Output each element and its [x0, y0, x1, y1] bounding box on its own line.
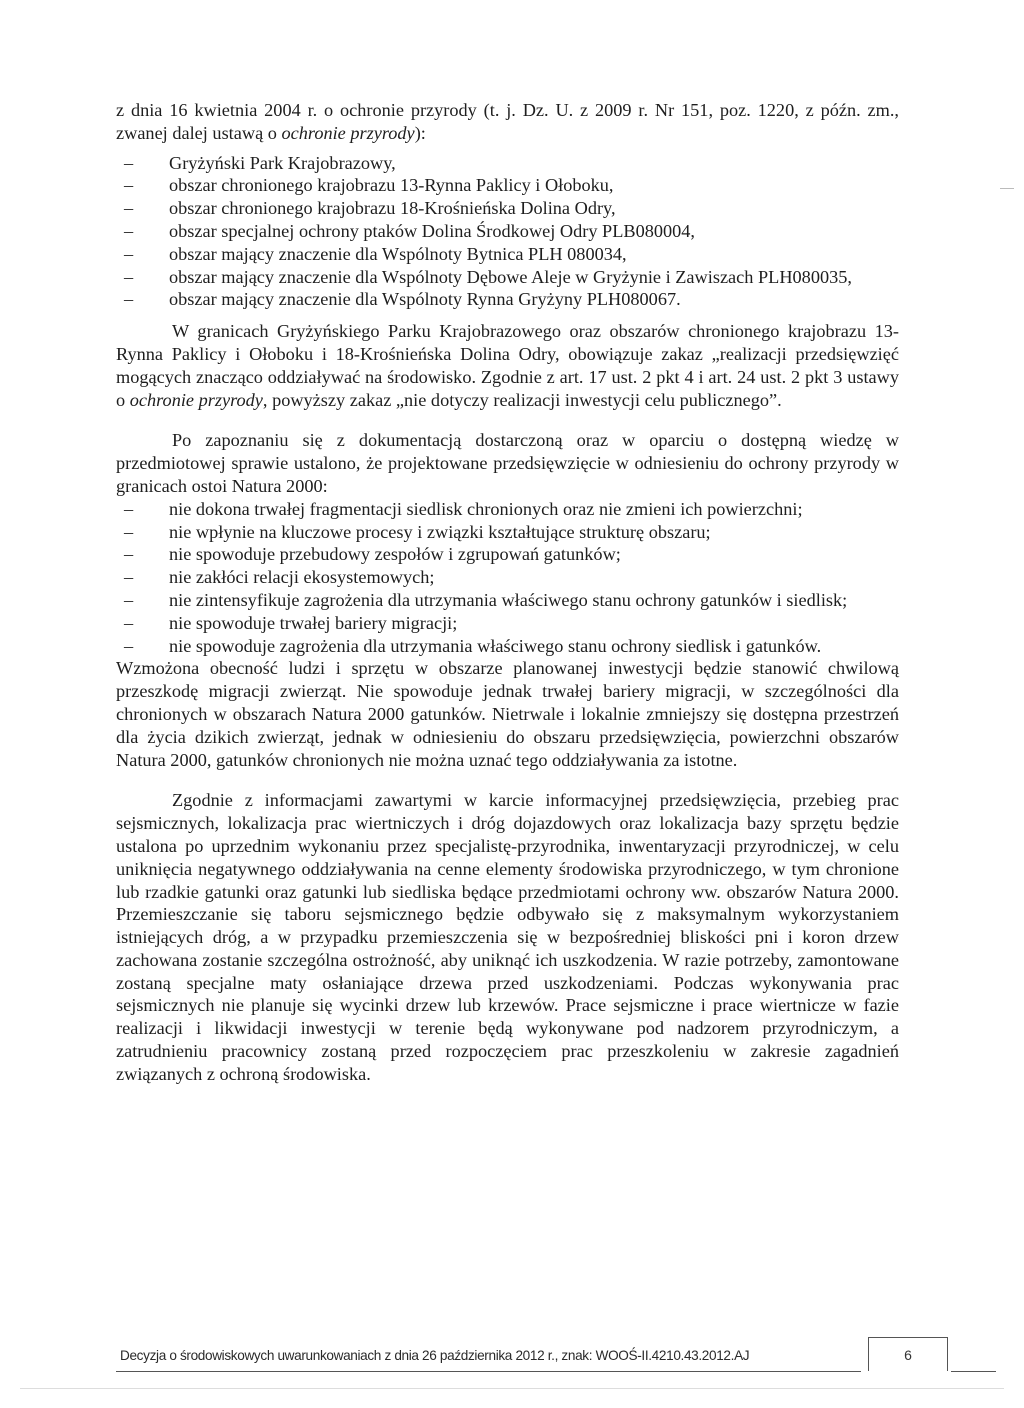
list-item: – obszar specjalnej ochrony ptaków Dolina Środkowej Odry PLB080004,	[116, 220, 899, 243]
intro-paragraph	[116, 99, 899, 145]
list-item: – nie dokona trwałej fragmentacji siedlisk chronionych oraz nie zmieni ich powierzchni;	[116, 498, 899, 521]
findings-list	[116, 498, 899, 658]
card-paragraph: Zgodnie z informacjami zawartymi w karcie informacyjnej przedsięwzięcia, przebieg prac sejsmicznych, lokalizacja prac wiertniczych i dróg dojazdowych oraz lokalizacja bazy sprzętu będzie ustalona po uprzednim wykonaniu przez specjalistę-przyrodnika, inwentaryzacji przyrodniczej, w celu uniknięcia negatywnego oddziaływania na cenne elementy środowiska przyrodniczego, w tym chronione lub rzadkie gatunki oraz gatunki lub siedliska będące przedmiotami ochrony ww. obszarów Natura 2000. Przemieszczanie się taboru sejsmicznego będzie odbywało się z maksymalnym wykorzystaniem istniejących dróg, a w przypadku przemieszczenia się w bezpośredniej bliskości pni i koron drzew zachowana zostanie szczególna ostrożność, aby uniknąć ich uszkodzenia. W razie potrzeby, zamontowane zostaną specjalne maty osłaniające drzewa przed uszkodzeniami. Podczas wykonywania prac sejsmicznych nie planuje się wycinki drzew lub krzewów. Prace sejsmiczne i prace wiertnicze w fazie realizacji i likwidacji inwestycji w terenie będą wykonywane pod nadzorem przyrodniczym, a zatrudnieniu pracownicy zostaną przed rozpoczęciem prac przeszkoleniu w zakresie zagadnień związanych z ochroną środowiska.	[116, 790, 899, 1084]
bottom-divider	[20, 1388, 1004, 1389]
footer-reference: Decyzja o środowiskowych uwarunkowaniach z dnia 26 października 2012 r., znak: WOOŚ-II.4210.43.2012.AJ	[120, 1348, 750, 1363]
list-item: – obszar mający znaczenie dla Wspólnoty Rynna Gryżyny PLH080067.	[116, 288, 899, 311]
ban-paragraph	[116, 320, 899, 411]
page-number: 6	[904, 1347, 912, 1363]
list-item: – nie zintensyfikuje zagrożenia dla utrzymania właściwego stanu ochrony gatunków i siedlisk;	[116, 589, 899, 612]
presence-paragraph: Wzmożona obecność ludzi i sprzętu w obszarze planowanej inwestycji będzie stanowić chwilową przeszkodę migracji zwierząt. Nie spowoduje jednak trwałej bariery migracji, w szczególności dla chronionych w obszarach Natura 2000 gatunków. Nietrwale i lokalnie zmniejszy się dostępna przestrzeń dla życia dzikich zwierząt, jednak w odniesieniu do obszaru przedsięwzięcia, powierzchni obszarów Natura 2000, gatunków chronionych nie można uznać tego oddziaływania za istotne.	[116, 658, 899, 770]
intro-text: z dnia 16 kwietnia 2004 r. o ochronie przyrody (t. j. Dz. U. z 2009 r. Nr 151, poz. 1220, z późn. zm., zwanej dalej ustawą o	[116, 100, 899, 143]
list-item: – obszar mający znaczenie dla Wspólnoty Dębowe Aleje w Gryżynie i Zawiszach PLH080035,	[116, 266, 899, 289]
page-number-box	[868, 1337, 948, 1371]
list-item: – nie zakłóci relacji ekosystemowych;	[116, 566, 899, 589]
list-item: – nie spowoduje zagrożenia dla utrzymania właściwego stanu ochrony siedlisk i gatunków.	[116, 635, 899, 658]
page-footer	[116, 1346, 1016, 1372]
list-item: – obszar chronionego krajobrazu 13-Rynna Paklicy i Ołoboku,	[116, 174, 899, 197]
list-item: – nie spowoduje przebudowy zespołów i zgrupowań gatunków;	[116, 543, 899, 566]
ban-text-end: , powyższy zakaz „nie dotyczy realizacji inwestycji celu publicznego”.	[262, 389, 782, 410]
list-item: – obszar mający znaczenie dla Wspólnoty Bytnica PLH 080034,	[116, 243, 899, 266]
list-item: – obszar chronionego krajobrazu 18-Krośnieńska Dolina Odry,	[116, 197, 899, 220]
intro-act-title: ochronie przyrody	[281, 122, 415, 143]
footer-rule	[116, 1371, 861, 1372]
ban-text: W granicach Gryżyńskiego Parku Krajobrazowego oraz obszarów chronionego krajobrazu 13-Rynna Paklicy i Ołoboku i 18-Krośnieńska Dolina Odry, obowiązuje zakaz „realizacji przedsięwzięć mogących znacząco oddziaływać na środowisko. Zgodnie z art. 17 ust. 2 pkt 4 i art. 24 ust. 2 pkt 3 ustawy o	[116, 321, 899, 410]
intro-text-end: ):	[414, 122, 426, 143]
list-item: – nie wpłynie na kluczowe procesy i związki kształtujące strukturę obszaru;	[116, 521, 899, 544]
protected-areas-list	[116, 152, 899, 312]
footer-rule-tail	[951, 1371, 996, 1372]
ban-act-title: ochronie przyrody	[129, 389, 263, 410]
list-item: – Gryżyński Park Krajobrazowy,	[116, 152, 899, 175]
document-body	[116, 99, 899, 1086]
findings-paragraph: Po zapoznaniu się z dokumentacją dostarczoną oraz w oparciu o dostępną wiedzę w przedmiotowej sprawie ustalono, że projektowane przedsięwzięcie w odniesieniu do ochrony przyrody w granicach ostoi Natura 2000:	[116, 430, 899, 496]
list-item: – nie spowoduje trwałej bariery migracji;	[116, 612, 899, 635]
scan-edge-mark	[1000, 188, 1014, 189]
